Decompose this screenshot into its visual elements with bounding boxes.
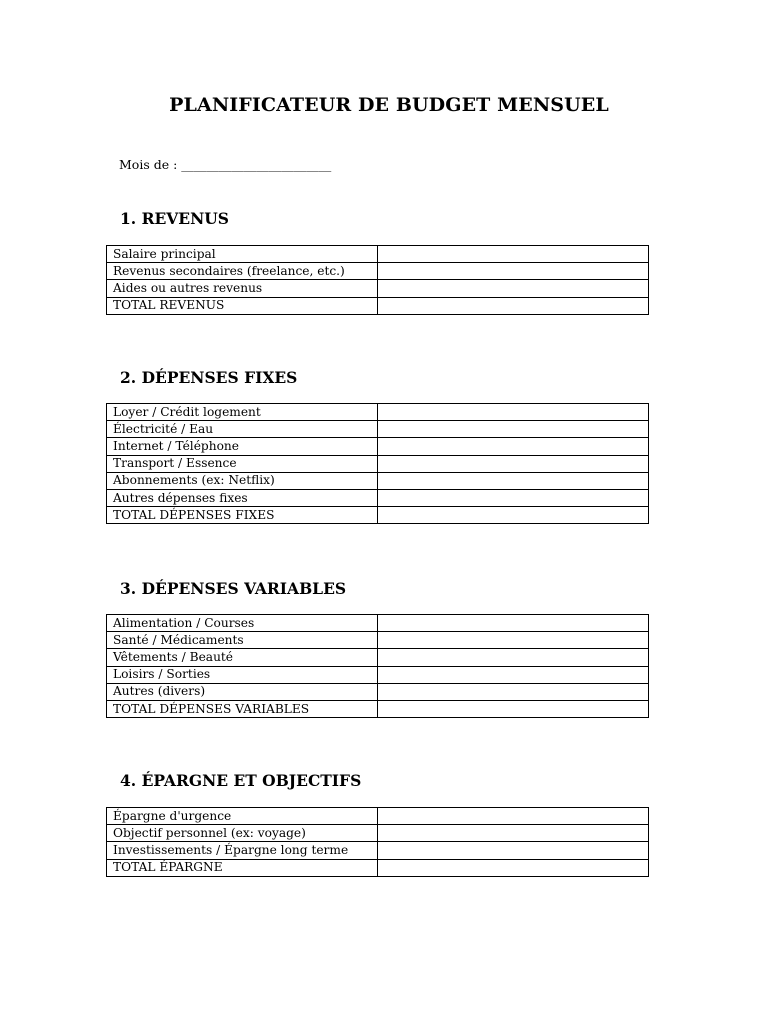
table-row xyxy=(107,404,649,421)
amount-cell[interactable] xyxy=(378,421,649,438)
table-depenses-fixes xyxy=(106,403,649,524)
row-label: Santé / Médicaments xyxy=(107,632,378,649)
section-heading-depenses-fixes: 2. DÉPENSES FIXES xyxy=(120,368,298,387)
row-label: Abonnements (ex: Netflix) xyxy=(107,472,378,489)
row-label: Revenus secondaires (freelance, etc.) xyxy=(107,263,378,280)
amount-cell[interactable] xyxy=(378,825,649,842)
row-label: Internet / Téléphone xyxy=(107,438,378,455)
table-row xyxy=(107,632,649,649)
table-row xyxy=(107,825,649,842)
amount-cell[interactable] xyxy=(378,507,649,524)
row-label: TOTAL REVENUS xyxy=(107,297,378,314)
row-label: Investissements / Épargne long terme xyxy=(107,842,378,859)
row-label: Vêtements / Beauté xyxy=(107,649,378,666)
amount-cell[interactable] xyxy=(378,297,649,314)
row-label: Alimentation / Courses xyxy=(107,615,378,632)
row-label: TOTAL DÉPENSES FIXES xyxy=(107,507,378,524)
amount-cell[interactable] xyxy=(378,842,649,859)
table-epargne xyxy=(106,807,649,877)
amount-cell[interactable] xyxy=(378,615,649,632)
amount-cell[interactable] xyxy=(378,632,649,649)
section-heading-epargne: 4. ÉPARGNE ET OBJECTIFS xyxy=(120,771,362,790)
row-label: Épargne d'urgence xyxy=(107,808,378,825)
amount-cell[interactable] xyxy=(378,438,649,455)
amount-cell[interactable] xyxy=(378,808,649,825)
table-row xyxy=(107,421,649,438)
table-row xyxy=(107,438,649,455)
table-row xyxy=(107,280,649,297)
month-field[interactable]: Mois de : ________________________ xyxy=(119,157,332,172)
amount-cell[interactable] xyxy=(378,246,649,263)
row-label: TOTAL ÉPARGNE xyxy=(107,859,378,876)
row-label: Objectif personnel (ex: voyage) xyxy=(107,825,378,842)
table-row xyxy=(107,649,649,666)
table-row xyxy=(107,615,649,632)
row-label: Électricité / Eau xyxy=(107,421,378,438)
table-row xyxy=(107,246,649,263)
table-row xyxy=(107,507,649,524)
amount-cell[interactable] xyxy=(378,472,649,489)
table-row xyxy=(107,297,649,314)
amount-cell[interactable] xyxy=(378,263,649,280)
amount-cell[interactable] xyxy=(378,404,649,421)
table-row xyxy=(107,859,649,876)
table-depenses-variables xyxy=(106,614,649,718)
table-row xyxy=(107,472,649,489)
document-title: PLANIFICATEUR DE BUDGET MENSUEL xyxy=(169,94,609,116)
row-label: TOTAL DÉPENSES VARIABLES xyxy=(107,700,378,717)
table-row xyxy=(107,263,649,280)
amount-cell[interactable] xyxy=(378,683,649,700)
row-label: Loyer / Crédit logement xyxy=(107,404,378,421)
row-label: Transport / Essence xyxy=(107,455,378,472)
amount-cell[interactable] xyxy=(378,859,649,876)
table-row xyxy=(107,455,649,472)
table-revenus xyxy=(106,245,649,315)
table-row xyxy=(107,700,649,717)
table-row xyxy=(107,666,649,683)
section-heading-revenus: 1. REVENUS xyxy=(120,209,229,228)
amount-cell[interactable] xyxy=(378,649,649,666)
amount-cell[interactable] xyxy=(378,455,649,472)
table-row xyxy=(107,808,649,825)
section-heading-depenses-variables: 3. DÉPENSES VARIABLES xyxy=(120,579,347,598)
amount-cell[interactable] xyxy=(378,666,649,683)
table-row xyxy=(107,683,649,700)
row-label: Autres dépenses fixes xyxy=(107,489,378,506)
table-row xyxy=(107,489,649,506)
row-label: Salaire principal xyxy=(107,246,378,263)
table-row xyxy=(107,842,649,859)
amount-cell[interactable] xyxy=(378,700,649,717)
amount-cell[interactable] xyxy=(378,489,649,506)
row-label: Aides ou autres revenus xyxy=(107,280,378,297)
row-label: Autres (divers) xyxy=(107,683,378,700)
row-label: Loisirs / Sorties xyxy=(107,666,378,683)
amount-cell[interactable] xyxy=(378,280,649,297)
